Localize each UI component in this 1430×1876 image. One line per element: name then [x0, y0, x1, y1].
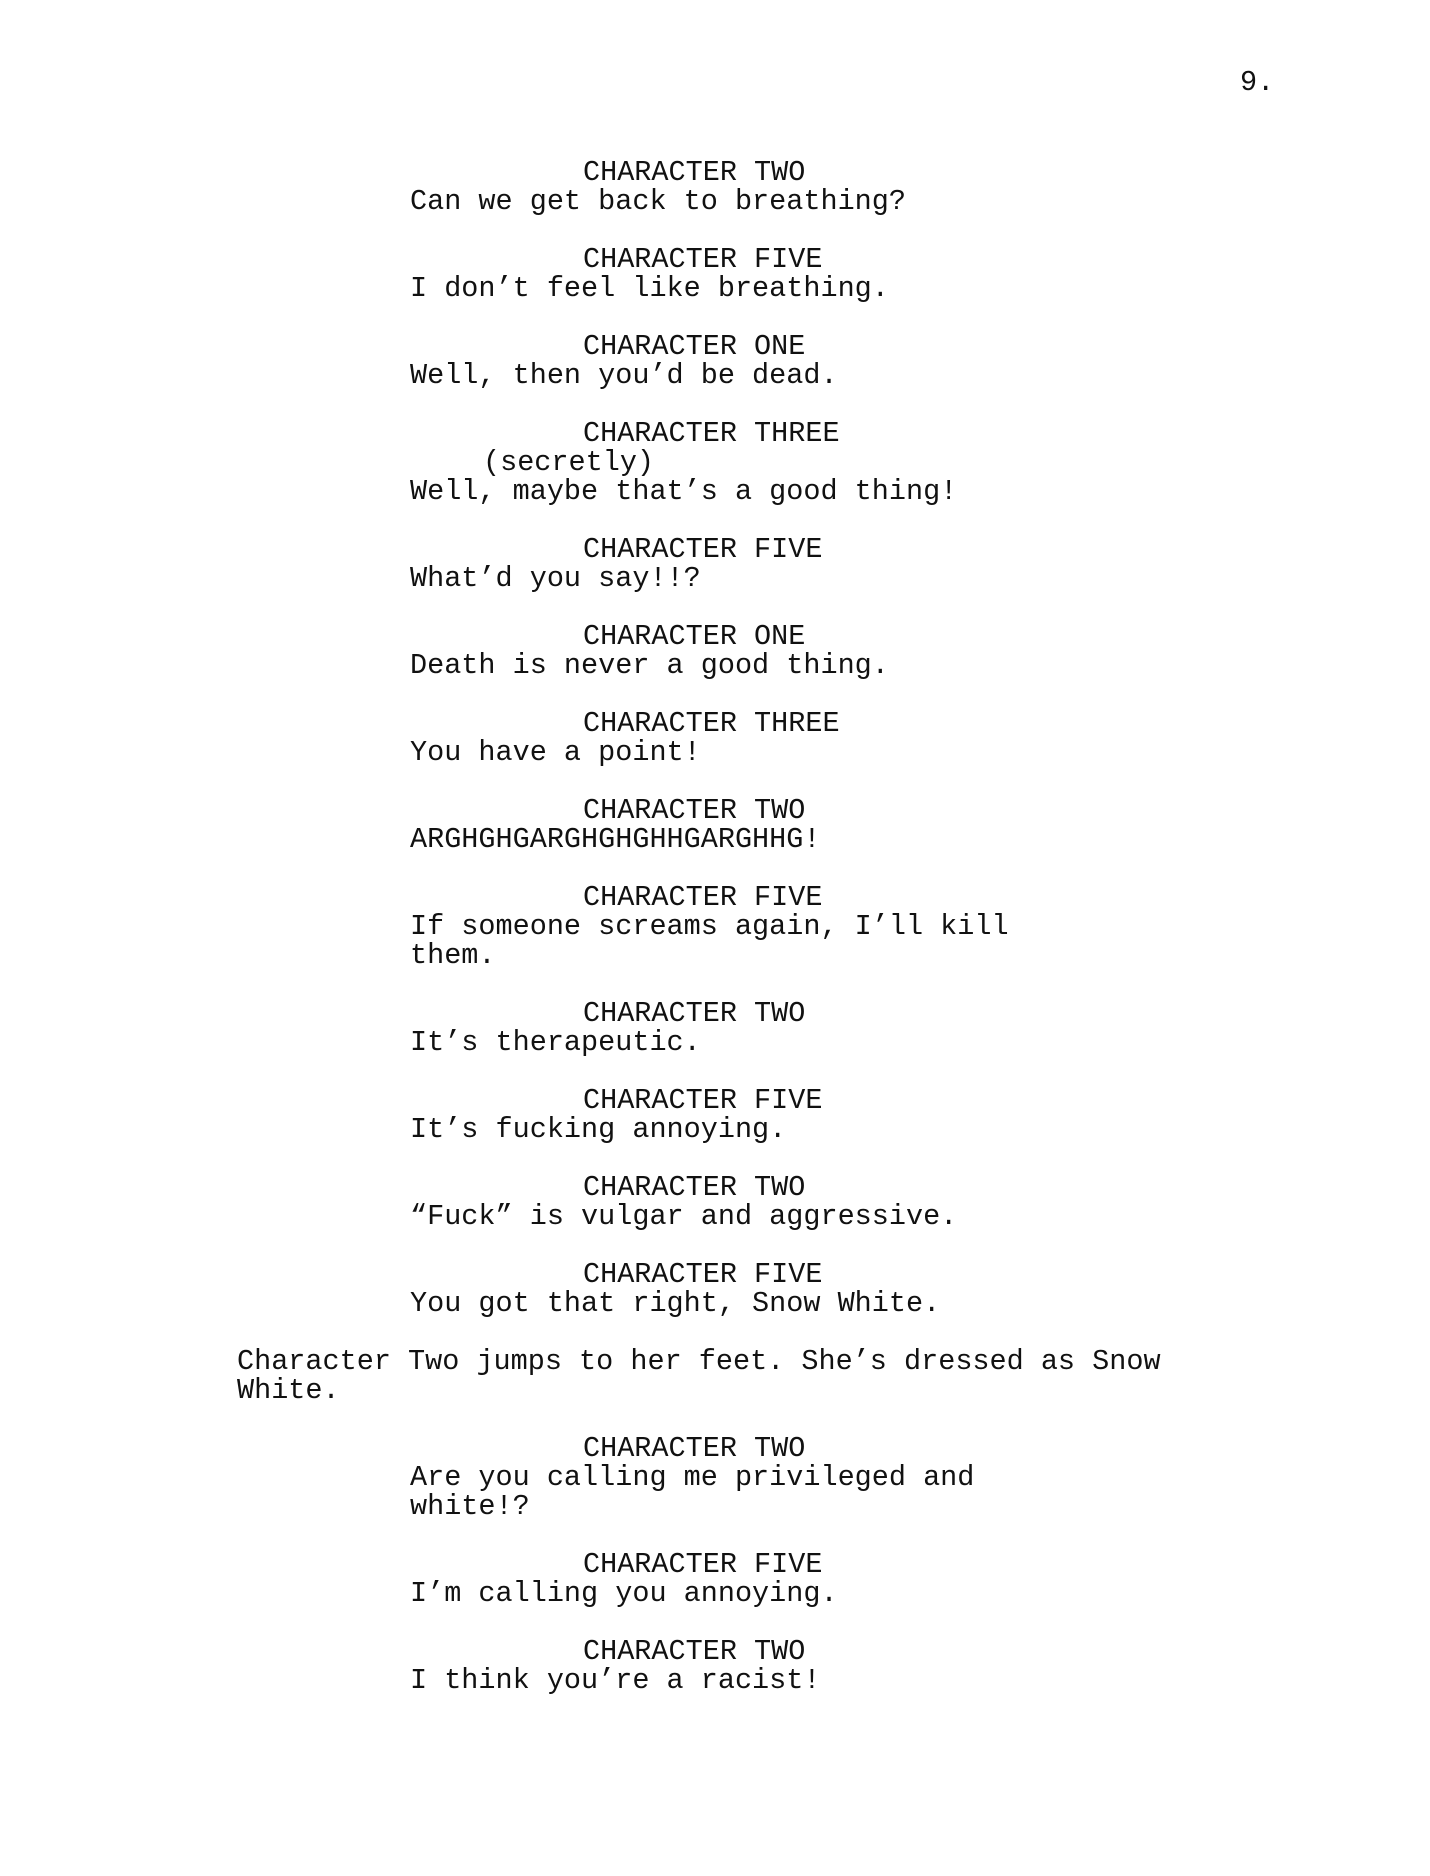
character-cue: CHARACTER THREE [583, 417, 840, 450]
character-cue: CHARACTER TWO [583, 794, 806, 827]
dialogue-line: “Fuck” is vulgar and aggressive. [410, 1200, 958, 1233]
dialogue-block [0, 419, 1430, 506]
character-cue: CHARACTER FIVE [583, 1258, 823, 1291]
character-cue: CHARACTER TWO [583, 1635, 806, 1668]
dialogue-line: I don’t feel like breathing. [410, 272, 889, 305]
dialogue-line: If someone screams again, I’ll kill [410, 910, 1009, 943]
dialogue-line: them. [410, 939, 496, 972]
character-cue: CHARACTER FIVE [583, 243, 823, 276]
dialogue-block [0, 709, 1430, 767]
character-cue: CHARACTER ONE [583, 620, 806, 653]
character-cue: CHARACTER FIVE [583, 1084, 823, 1117]
dialogue-block [0, 332, 1430, 390]
dialogue-block [0, 158, 1430, 216]
action-block [0, 1347, 1430, 1405]
character-cue: CHARACTER TWO [583, 1432, 806, 1465]
dialogue-block [0, 1637, 1430, 1695]
dialogue-line: It’s therapeutic. [410, 1026, 701, 1059]
dialogue-block [0, 245, 1430, 303]
script-body [0, 158, 1430, 1724]
dialogue-line: What’d you say!!? [410, 562, 701, 595]
dialogue-line: I’m calling you annoying. [410, 1577, 838, 1610]
dialogue-block [0, 1434, 1430, 1521]
dialogue-line: Death is never a good thing. [410, 649, 889, 682]
dialogue-block [0, 1173, 1430, 1231]
dialogue-block [0, 622, 1430, 680]
dialogue-line: Are you calling me privileged and [410, 1461, 975, 1494]
dialogue-line: ARGHGHGARGHGHGHHGARGHHG! [410, 823, 821, 856]
dialogue-line: Can we get back to breathing? [410, 185, 906, 218]
dialogue-block [0, 796, 1430, 854]
dialogue-line: white!? [410, 1490, 530, 1523]
dialogue-block [0, 535, 1430, 593]
page-number: 9. [1240, 66, 1275, 99]
character-cue: CHARACTER TWO [583, 997, 806, 1030]
dialogue-block [0, 883, 1430, 970]
dialogue-block [0, 1260, 1430, 1318]
dialogue-line: Well, then you’d be dead. [410, 359, 838, 392]
dialogue-line: I think you’re a racist! [410, 1664, 821, 1697]
character-cue: CHARACTER FIVE [583, 1548, 823, 1581]
dialogue-block [0, 1086, 1430, 1144]
dialogue-line: Well, maybe that’s a good thing! [410, 475, 958, 508]
action-line: Character Two jumps to her feet. She’s dressed as Snow White. [237, 1345, 1178, 1407]
character-cue: CHARACTER ONE [583, 330, 806, 363]
dialogue-line: You have a point! [410, 736, 701, 769]
character-cue: CHARACTER TWO [583, 156, 806, 189]
dialogue-block [0, 999, 1430, 1057]
parenthetical: (secretly) [483, 446, 655, 479]
character-cue: CHARACTER THREE [583, 707, 840, 740]
character-cue: CHARACTER FIVE [583, 881, 823, 914]
character-cue: CHARACTER FIVE [583, 533, 823, 566]
character-cue: CHARACTER TWO [583, 1171, 806, 1204]
dialogue-block [0, 1550, 1430, 1608]
dialogue-line: It’s fucking annoying. [410, 1113, 787, 1146]
dialogue-line: You got that right, Snow White. [410, 1287, 941, 1320]
